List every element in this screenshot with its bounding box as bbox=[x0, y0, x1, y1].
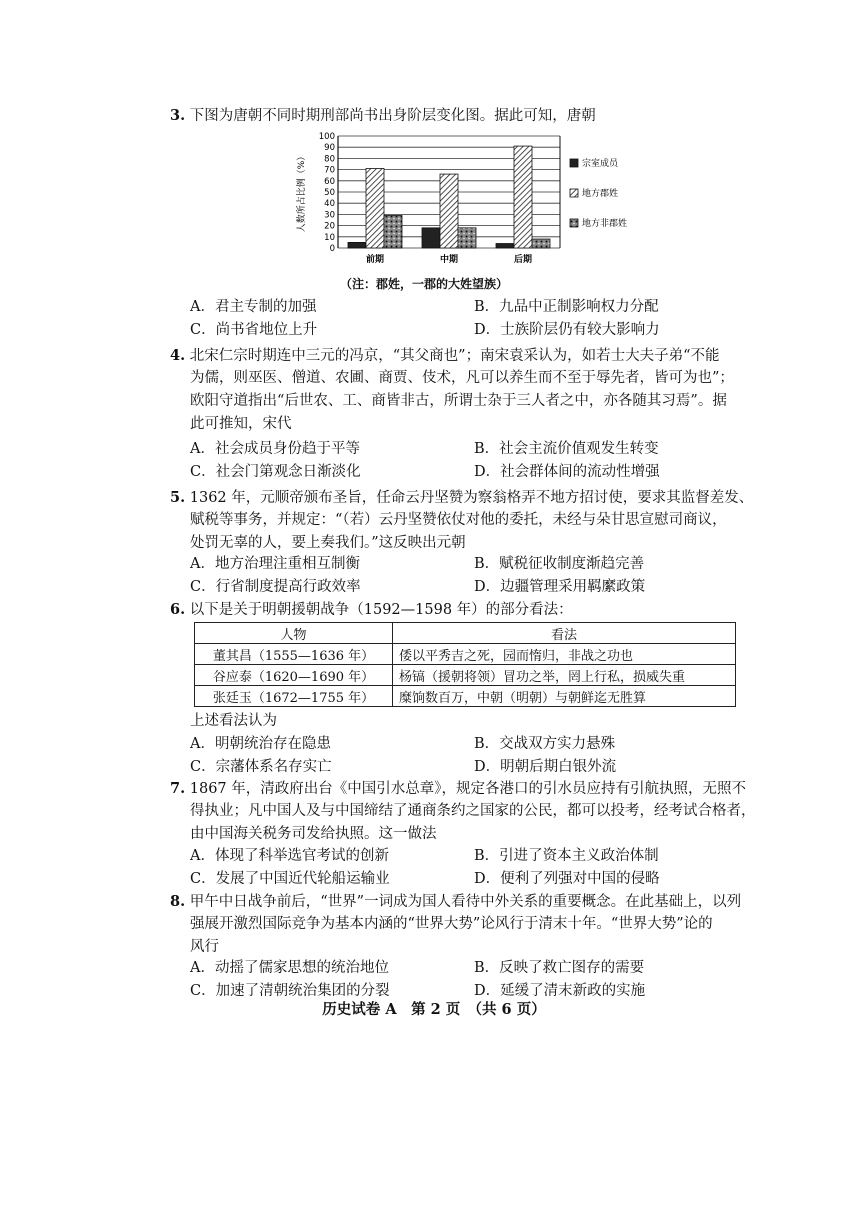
question-text: 北宋仁宗时期连中三元的冯京，“其父商也”；南宋袁采认为，如若士大夫子弟“不能 bbox=[189, 348, 720, 364]
table-cell: 倭以平秀吉之死，园而惰归，非战之功也 bbox=[393, 644, 736, 665]
y-tick-label: 80 bbox=[324, 154, 335, 165]
question-number: 5. bbox=[170, 489, 186, 506]
option-b[interactable]: B．九品中正制影响权力分配 bbox=[474, 299, 659, 315]
bar-1 bbox=[422, 228, 440, 248]
x-tick-label: 后期 bbox=[513, 255, 533, 265]
table-row bbox=[195, 644, 736, 665]
question-7-stem-line bbox=[170, 777, 770, 801]
column-header-person: 人物 bbox=[195, 623, 393, 644]
option-d[interactable]: D．士族阶层仍有较大影响力 bbox=[474, 322, 660, 338]
table-row bbox=[195, 686, 736, 707]
option-c[interactable]: C．行省制度提高行政效率 bbox=[190, 579, 361, 595]
y-tick-label: 100 bbox=[318, 132, 335, 142]
option-d[interactable]: D．边疆管理采用羁縻政策 bbox=[474, 579, 646, 595]
page-footer: 历史试卷 A 第 2 页 （共 6 页） bbox=[322, 1001, 546, 1018]
y-tick-label: 0 bbox=[329, 244, 335, 254]
option-d[interactable]: D．延缓了清末新政的实施 bbox=[474, 983, 646, 999]
y-tick-label: 20 bbox=[324, 221, 335, 232]
question-8-stem-line bbox=[170, 890, 770, 914]
legend-swatch bbox=[570, 219, 578, 227]
option-c[interactable]: C．尚书省地位上升 bbox=[190, 322, 318, 338]
legend-label: 地方非郡姓 bbox=[582, 219, 628, 229]
question-text: 风行 bbox=[190, 939, 219, 955]
x-tick-label: 中期 bbox=[439, 255, 459, 265]
option-a[interactable]: A．君主专制的加强 bbox=[190, 299, 317, 315]
chart-note: （注：郡姓，一郡的大姓望族） bbox=[340, 277, 509, 291]
bar-1 bbox=[348, 242, 366, 248]
question-text: 得执业；凡中国人及与中国缔结了通商条约之国家的公民，都可以投考，经考试合格者， bbox=[190, 803, 756, 819]
views-table bbox=[194, 622, 736, 707]
question-number: 4. bbox=[170, 347, 186, 364]
question-text: 甲午中日战争前后，“世界”一词成为国人看待中外关系的重要概念。在此基础上，以列 bbox=[189, 894, 742, 910]
option-b[interactable]: B．赋税征收制度渐趋完善 bbox=[474, 556, 645, 572]
bar-3 bbox=[532, 239, 550, 248]
option-a[interactable]: A．体现了科举选官考试的创新 bbox=[190, 848, 389, 864]
legend-swatch bbox=[570, 159, 578, 167]
question-text: 欧阳守道指出“后世农、工、商皆非古，所谓士杂于三人者之中，亦各随其习焉”。据 bbox=[190, 393, 727, 409]
y-axis-label: 人数所占比例（%） bbox=[297, 151, 307, 233]
y-tick-label: 40 bbox=[324, 199, 335, 210]
column-header-view: 看法 bbox=[393, 623, 736, 644]
option-a[interactable]: A．明朝统治存在隐患 bbox=[190, 736, 331, 752]
bar-2 bbox=[514, 146, 532, 248]
question-text: 1867 年，清政府出台《中国引水总章》，规定各港口的引水员应持有引航执照，无照不 bbox=[189, 781, 747, 797]
legend-label: 地方郡姓 bbox=[582, 189, 619, 199]
bar-2 bbox=[440, 174, 458, 248]
question-4-stem-line bbox=[170, 344, 770, 368]
table-cell: 糜饷数百万，中朝（明朝）与朝鲜迄无胜算 bbox=[393, 686, 736, 707]
legend-label: 宗室成员 bbox=[582, 159, 619, 169]
option-c[interactable]: C．加速了清朝统治集团的分裂 bbox=[190, 983, 390, 999]
question-text: 强展开激烈国际竞争为基本内涵的“世界大势”论风行于清末十年。“世界大势”论的 bbox=[190, 916, 713, 932]
option-a[interactable]: A．社会成员身份趋于平等 bbox=[190, 441, 360, 457]
table-cell: 杨镐（援朝将领）冒功之举，罔上行私，损威失重 bbox=[393, 665, 736, 686]
option-b[interactable]: B．引进了资本主义政治体制 bbox=[474, 848, 659, 864]
question-6-stem bbox=[170, 598, 770, 622]
question-number: 8. bbox=[170, 893, 186, 910]
bar-3 bbox=[458, 228, 476, 248]
option-b[interactable]: B．反映了救亡图存的需要 bbox=[474, 960, 645, 976]
table-row bbox=[195, 665, 736, 686]
bar-chart bbox=[290, 130, 650, 272]
option-a[interactable]: A．动摇了儒家思想的统治地位 bbox=[190, 960, 389, 976]
bar-2 bbox=[366, 168, 384, 248]
question-text: 下图为唐朝不同时期刑部尚书出身阶层变化图。据此可知，唐朝 bbox=[189, 108, 596, 124]
question-number: 6. bbox=[170, 601, 186, 618]
y-tick-label: 30 bbox=[324, 210, 335, 221]
option-d[interactable]: D．明朝后期白银外流 bbox=[474, 759, 617, 775]
question-text: 此可推知，宋代 bbox=[190, 416, 292, 432]
question-text: 1362 年，元顺帝颁布圣旨，任命云丹坚赞为察翁格弄不地方招讨使，要求其监督差发、 bbox=[189, 490, 754, 506]
option-d[interactable]: D．便利了列强对中国的侵略 bbox=[474, 871, 660, 887]
question-text: 由中国海关税务司发给执照。这一做法 bbox=[190, 826, 437, 842]
table-header-row bbox=[195, 623, 736, 644]
y-tick-label: 50 bbox=[324, 188, 335, 198]
x-tick-label: 前期 bbox=[365, 255, 385, 265]
question-3-stem bbox=[170, 104, 770, 128]
question-text: 以下是关于明朝援朝战争（1592—1598 年）的部分看法： bbox=[189, 602, 573, 618]
table-cell: 董其昌（1555—1636 年） bbox=[195, 644, 393, 665]
option-c[interactable]: C．宗藩体系名存实亡 bbox=[190, 759, 332, 775]
option-d[interactable]: D．社会群体间的流动性增强 bbox=[474, 464, 660, 480]
option-b[interactable]: B．社会主流价值观发生转变 bbox=[474, 441, 659, 457]
question-text: 为儒，则巫医、僧道、农圃、商贾、伎术，凡可以养生而不至于辱先者，皆可为也”； bbox=[190, 370, 734, 386]
option-a[interactable]: A．地方治理注重相互制衡 bbox=[190, 556, 360, 572]
bar-1 bbox=[496, 244, 514, 248]
option-c[interactable]: C．发展了中国近代轮船运输业 bbox=[190, 871, 390, 887]
question-text: 赋税等事务，并规定：“（若）云丹坚赞依仗对他的委托，未经与朵甘思宣慰司商议， bbox=[190, 512, 727, 528]
legend-swatch bbox=[570, 189, 578, 197]
question-text: 处罚无辜的人，要上奏我们。”这反映出元朝 bbox=[190, 535, 466, 551]
table-cell: 谷应泰（1620—1690 年） bbox=[195, 665, 393, 686]
y-tick-label: 10 bbox=[324, 232, 335, 243]
y-tick-label: 60 bbox=[324, 176, 335, 187]
y-tick-label: 90 bbox=[324, 143, 335, 154]
bar-3 bbox=[384, 216, 402, 248]
table-cell: 张廷玉（1672—1755 年） bbox=[195, 686, 393, 707]
question-number: 3. bbox=[170, 107, 186, 124]
question-number: 7. bbox=[170, 780, 186, 797]
question-text: 上述看法认为 bbox=[190, 713, 277, 729]
option-c[interactable]: C．社会门第观念日渐淡化 bbox=[190, 464, 361, 480]
option-b[interactable]: B．交战双方实力悬殊 bbox=[474, 736, 616, 752]
question-5-stem-line bbox=[170, 486, 770, 510]
y-tick-label: 70 bbox=[324, 165, 335, 176]
